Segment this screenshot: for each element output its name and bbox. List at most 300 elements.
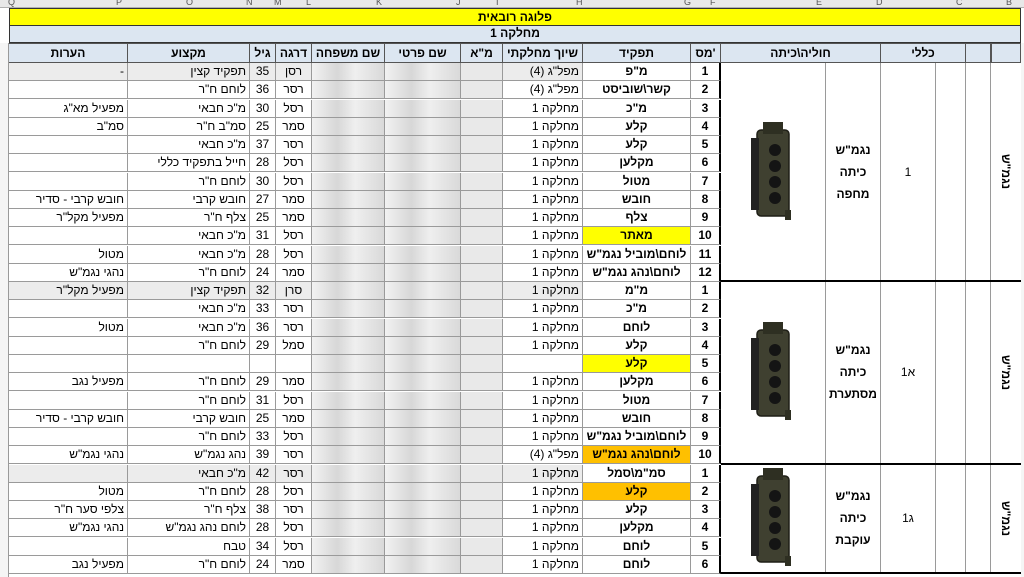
group-id[interactable]: 1ג [881,465,936,573]
cell-age[interactable]: 42 [250,465,276,483]
cell-rank[interactable]: רסל [276,173,312,191]
cell-first-name-redacted[interactable] [385,100,461,118]
cell-num[interactable]: 4 [691,118,721,136]
cell-notes[interactable]: מפעיל נגב [9,556,128,574]
cell-profession[interactable]: טבח [128,538,250,556]
cell-last-name-redacted[interactable] [312,501,385,519]
cell-age[interactable]: 25 [250,118,276,136]
cell-first-name-redacted[interactable] [385,501,461,519]
header-profession[interactable]: מקצוע [128,43,250,63]
cell-id-redacted[interactable] [461,428,503,446]
cell-id-redacted[interactable] [461,154,503,172]
cell-platoon-assign[interactable]: מחלקה 1 [503,136,583,154]
cell-id-redacted[interactable] [461,264,503,282]
cell-id-redacted[interactable] [461,373,503,391]
cell-num[interactable]: 6 [691,556,721,574]
cell-id-redacted[interactable] [461,246,503,264]
cell-num[interactable]: 5 [691,538,721,556]
cell-num[interactable]: 10 [691,446,721,464]
cell-age[interactable]: 37 [250,136,276,154]
cell-notes[interactable]: מפעיל מא"ג [9,100,128,118]
cell-profession[interactable]: מ"כ חבאי [128,100,250,118]
cell-notes[interactable] [9,465,128,483]
cell-first-name-redacted[interactable] [385,319,461,337]
cell-notes[interactable] [9,300,128,318]
cell-first-name-redacted[interactable] [385,81,461,99]
cell-notes[interactable] [9,428,128,446]
column-letter[interactable]: I [496,0,499,7]
cell-age[interactable]: 33 [250,300,276,318]
cell-rank[interactable]: רסר [276,136,312,154]
cell-last-name-redacted[interactable] [312,282,385,300]
cell-num[interactable]: 6 [691,373,721,391]
cell-last-name-redacted[interactable] [312,446,385,464]
cell-num[interactable]: 5 [691,136,721,154]
column-letter[interactable]: F [710,0,716,7]
company-title[interactable]: פלוגה רובאית [9,8,1021,26]
cell-rank[interactable]: רסל [276,246,312,264]
cell-role[interactable]: מ"מ [583,282,691,300]
cell-age[interactable]: 25 [250,209,276,227]
cell-platoon-assign[interactable]: מחלקה 1 [503,118,583,136]
cell-rank[interactable]: סמר [276,118,312,136]
cell-num[interactable]: 10 [691,227,721,245]
cell-rank[interactable]: רסל [276,428,312,446]
cell-platoon-assign[interactable]: מחלקה 1 [503,100,583,118]
cell-first-name-redacted[interactable] [385,63,461,81]
cell-profession[interactable]: לוחם ח"ר [128,337,250,355]
cell-last-name-redacted[interactable] [312,392,385,410]
cell-id-redacted[interactable] [461,337,503,355]
cell-id-redacted[interactable] [461,191,503,209]
cell-rank[interactable]: רסל [276,483,312,501]
cell-num[interactable]: 1 [691,282,721,300]
column-letter[interactable]: K [376,0,383,7]
cell-id-redacted[interactable] [461,81,503,99]
cell-role[interactable]: חובש [583,410,691,428]
cell-num[interactable]: 3 [691,100,721,118]
cell-platoon-assign[interactable]: מחלקה 1 [503,246,583,264]
cell-last-name-redacted[interactable] [312,373,385,391]
cell-id-redacted[interactable] [461,519,503,537]
group-id[interactable]: 1א [881,282,936,463]
cell-first-name-redacted[interactable] [385,209,461,227]
cell-rank[interactable]: רסר [276,81,312,99]
cell-rank[interactable]: רסל [276,154,312,172]
cell-id-redacted[interactable] [461,392,503,410]
cell-notes[interactable] [9,392,128,410]
cell-platoon-assign[interactable]: מחלקה 1 [503,465,583,483]
cell-rank[interactable]: רסל [276,538,312,556]
cell-rank[interactable]: סמר [276,209,312,227]
cell-id-redacted[interactable] [461,465,503,483]
cell-id-redacted[interactable] [461,410,503,428]
cell-role[interactable]: לוחם\מוביל נגמ"ש [583,246,691,264]
cell-first-name-redacted[interactable] [385,355,461,373]
cell-last-name-redacted[interactable] [312,410,385,428]
cell-num[interactable]: 8 [691,191,721,209]
cell-notes[interactable]: חובש קרבי - סדיר [9,410,128,428]
cell-first-name-redacted[interactable] [385,227,461,245]
cell-platoon-assign[interactable]: מחלקה 1 [503,154,583,172]
column-letter[interactable]: E [816,0,823,7]
cell-notes[interactable]: צלפי סער ח"ר [9,501,128,519]
cell-num[interactable]: 9 [691,209,721,227]
cell-profession[interactable]: מ"כ חבאי [128,465,250,483]
cell-id-redacted[interactable] [461,209,503,227]
cell-rank[interactable]: רסר [276,319,312,337]
cell-last-name-redacted[interactable] [312,264,385,282]
cell-notes[interactable] [9,355,128,373]
column-letter[interactable]: P [116,0,123,7]
cell-platoon-assign[interactable]: מחלקה 1 [503,373,583,391]
cell-num[interactable]: 1 [691,63,721,81]
cell-rank[interactable]: רסר [276,501,312,519]
cell-rank[interactable]: סמר [276,373,312,391]
column-letter[interactable]: G [684,0,692,7]
cell-role[interactable]: חובש [583,191,691,209]
cell-id-redacted[interactable] [461,319,503,337]
cell-profession[interactable]: צלף ח"ר [128,209,250,227]
cell-role[interactable]: קשר\שוביסט [583,81,691,99]
cell-id-redacted[interactable] [461,300,503,318]
cell-profession[interactable]: נהג נגמ"ש [128,446,250,464]
cell-last-name-redacted[interactable] [312,136,385,154]
cell-profession[interactable]: לוחם ח"ר [128,483,250,501]
cell-last-name-redacted[interactable] [312,118,385,136]
cell-profession[interactable]: תפקיד קצין [128,63,250,81]
cell-first-name-redacted[interactable] [385,446,461,464]
cell-age[interactable]: 31 [250,227,276,245]
cell-role[interactable]: מאתר [583,227,691,245]
cell-first-name-redacted[interactable] [385,465,461,483]
cell-first-name-redacted[interactable] [385,154,461,172]
header-role[interactable]: תפקיד [583,43,691,63]
cell-profession[interactable] [128,355,250,373]
header-platoon-assign[interactable]: שיוך מחלקתי [503,43,583,63]
cell-profession[interactable]: לוחם נהג נגמ"ש [128,519,250,537]
cell-platoon-assign[interactable]: מפל"ג (4) [503,63,583,81]
cell-platoon-assign[interactable]: מחלקה 1 [503,282,583,300]
cell-profession[interactable]: חובש קרבי [128,191,250,209]
cell-first-name-redacted[interactable] [385,373,461,391]
cell-first-name-redacted[interactable] [385,538,461,556]
cell-first-name-redacted[interactable] [385,246,461,264]
cell-num[interactable]: 1 [691,465,721,483]
cell-age[interactable]: 34 [250,538,276,556]
cell-id-redacted[interactable] [461,556,503,574]
cell-profession[interactable]: חובש קרבי [128,410,250,428]
cell-role[interactable]: לוחם\מוביל נגמ"ש [583,428,691,446]
cell-platoon-assign[interactable]: מחלקה 1 [503,227,583,245]
cell-last-name-redacted[interactable] [312,556,385,574]
cell-role[interactable]: לוחם\נהג נגמ"ש [583,264,691,282]
cell-notes[interactable] [9,538,128,556]
cell-role[interactable]: קלע [583,501,691,519]
cell-id-redacted[interactable] [461,173,503,191]
group-id[interactable]: 1 [881,63,936,280]
cell-role[interactable]: לוחם [583,556,691,574]
header-blank[interactable] [966,43,991,63]
cell-rank[interactable]: רסר [276,446,312,464]
cell-role[interactable]: לוחם [583,319,691,337]
cell-notes[interactable]: מטול [9,246,128,264]
cell-first-name-redacted[interactable] [385,300,461,318]
cell-first-name-redacted[interactable] [385,191,461,209]
cell-platoon-assign[interactable]: מחלקה 1 [503,337,583,355]
cell-rank[interactable]: סמר [276,556,312,574]
cell-notes[interactable] [9,81,128,99]
cell-age[interactable]: 38 [250,501,276,519]
cell-last-name-redacted[interactable] [312,355,385,373]
cell-rank[interactable]: רסל [276,227,312,245]
cell-role[interactable]: סמ"מ\סמל [583,465,691,483]
cell-num[interactable]: 3 [691,319,721,337]
cell-id-redacted[interactable] [461,483,503,501]
cell-profession[interactable]: סמ"ב ח"ר [128,118,250,136]
header-vertical[interactable] [991,43,1021,63]
cell-last-name-redacted[interactable] [312,81,385,99]
cell-id-redacted[interactable] [461,538,503,556]
cell-age[interactable]: 39 [250,446,276,464]
cell-last-name-redacted[interactable] [312,246,385,264]
cell-notes[interactable]: - [9,63,128,81]
cell-role[interactable]: מטול [583,392,691,410]
header-first-name[interactable]: שם פרטי [385,43,461,63]
cell-num[interactable]: 8 [691,410,721,428]
cell-last-name-redacted[interactable] [312,63,385,81]
cell-num[interactable]: 7 [691,392,721,410]
cell-notes[interactable] [9,154,128,172]
cell-num[interactable]: 11 [691,246,721,264]
cell-last-name-redacted[interactable] [312,100,385,118]
cell-id-redacted[interactable] [461,282,503,300]
cell-platoon-assign[interactable]: מחלקה 1 [503,519,583,537]
cell-platoon-assign[interactable]: מחלקה 1 [503,538,583,556]
cell-id-redacted[interactable] [461,100,503,118]
cell-platoon-assign[interactable]: מחלקה 1 [503,392,583,410]
cell-age[interactable]: 36 [250,81,276,99]
cell-num[interactable]: 9 [691,428,721,446]
cell-role[interactable]: מ"כ [583,100,691,118]
cell-age[interactable]: 29 [250,373,276,391]
cell-id-redacted[interactable] [461,501,503,519]
cell-profession[interactable]: לוחם ח"ר [128,173,250,191]
cell-age[interactable]: 30 [250,100,276,118]
cell-age[interactable]: 24 [250,556,276,574]
cell-id-redacted[interactable] [461,446,503,464]
cell-num[interactable]: 2 [691,483,721,501]
cell-notes[interactable]: נהגי נגמ"ש [9,446,128,464]
cell-role[interactable]: קלע [583,337,691,355]
cell-age[interactable]: 24 [250,264,276,282]
cell-age[interactable]: 33 [250,428,276,446]
cell-last-name-redacted[interactable] [312,483,385,501]
column-letter[interactable]: Q [8,0,16,7]
cell-age[interactable]: 28 [250,519,276,537]
cell-platoon-assign[interactable]: מחלקה 1 [503,209,583,227]
cell-age[interactable]: 27 [250,191,276,209]
cell-first-name-redacted[interactable] [385,337,461,355]
header-general[interactable]: כללי [881,43,966,63]
cell-first-name-redacted[interactable] [385,410,461,428]
cell-profession[interactable]: לוחם ח"ר [128,264,250,282]
column-letter[interactable]: L [306,0,312,7]
cell-id-redacted[interactable] [461,136,503,154]
cell-age[interactable]: 36 [250,319,276,337]
cell-first-name-redacted[interactable] [385,282,461,300]
platoon-title[interactable]: מחלקה 1 [9,26,1021,43]
column-letter[interactable]: H [576,0,583,7]
cell-profession[interactable]: לוחם ח"ר [128,81,250,99]
cell-role[interactable]: לוחם\נהג נגמ"ש [583,446,691,464]
cell-first-name-redacted[interactable] [385,483,461,501]
cell-last-name-redacted[interactable] [312,191,385,209]
cell-notes[interactable]: נהגי נגמ"ש [9,264,128,282]
cell-rank[interactable]: סמר [276,264,312,282]
cell-profession[interactable]: חייל בתפקיד כללי [128,154,250,172]
cell-age[interactable]: 25 [250,410,276,428]
cell-id-redacted[interactable] [461,63,503,81]
cell-first-name-redacted[interactable] [385,556,461,574]
cell-platoon-assign[interactable] [503,355,583,373]
cell-rank[interactable]: רסל [276,519,312,537]
cell-rank[interactable]: רסר [276,465,312,483]
cell-role[interactable]: צלף [583,209,691,227]
cell-notes[interactable] [9,227,128,245]
cell-first-name-redacted[interactable] [385,136,461,154]
cell-last-name-redacted[interactable] [312,300,385,318]
cell-id-redacted[interactable] [461,227,503,245]
cell-profession[interactable]: לוחם ח"ר [128,392,250,410]
cell-age[interactable]: 28 [250,246,276,264]
cell-profession[interactable]: מ"כ חבאי [128,319,250,337]
header-rank[interactable]: דרגה [276,43,312,63]
cell-last-name-redacted[interactable] [312,538,385,556]
cell-rank[interactable]: רסל [276,392,312,410]
cell-num[interactable]: 5 [691,355,721,373]
cell-profession[interactable]: לוחם ח"ר [128,556,250,574]
column-letter[interactable]: M [274,0,282,7]
cell-first-name-redacted[interactable] [385,264,461,282]
cell-role[interactable]: מקלען [583,519,691,537]
cell-role[interactable]: לוחם [583,538,691,556]
cell-profession[interactable]: צלף ח"ר [128,501,250,519]
cell-age[interactable]: 28 [250,483,276,501]
cell-profession[interactable]: לוחם ח"ר [128,428,250,446]
cell-profession[interactable]: מ"כ חבאי [128,136,250,154]
cell-age[interactable]: 35 [250,63,276,81]
cell-rank[interactable] [276,355,312,373]
cell-rank[interactable]: סרן [276,282,312,300]
cell-rank[interactable]: סמל [276,337,312,355]
cell-platoon-assign[interactable]: מפל"ג (4) [503,446,583,464]
cell-role[interactable]: מ"פ [583,63,691,81]
cell-role[interactable]: מקלען [583,154,691,172]
cell-first-name-redacted[interactable] [385,392,461,410]
cell-role[interactable]: קלע [583,118,691,136]
cell-profession[interactable]: מ"כ חבאי [128,227,250,245]
cell-notes[interactable] [9,173,128,191]
cell-profession[interactable]: מ"כ חבאי [128,300,250,318]
cell-profession[interactable]: תפקיד קצין [128,282,250,300]
cell-age[interactable]: 32 [250,282,276,300]
cell-last-name-redacted[interactable] [312,319,385,337]
cell-role[interactable]: קלע [583,136,691,154]
cell-role[interactable]: מקלען [583,373,691,391]
cell-num[interactable]: 4 [691,519,721,537]
cell-platoon-assign[interactable]: מחלקה 1 [503,483,583,501]
cell-notes[interactable]: סמ"ב [9,118,128,136]
column-letter[interactable]: B [1006,0,1013,7]
cell-last-name-redacted[interactable] [312,428,385,446]
cell-notes[interactable] [9,337,128,355]
cell-num[interactable]: 4 [691,337,721,355]
cell-role[interactable]: מ"כ [583,300,691,318]
header-last-name[interactable]: שם משפחה [312,43,385,63]
cell-last-name-redacted[interactable] [312,154,385,172]
cell-notes[interactable]: מפעיל נגב [9,373,128,391]
cell-age[interactable] [250,355,276,373]
cell-last-name-redacted[interactable] [312,209,385,227]
cell-age[interactable]: 31 [250,392,276,410]
cell-notes[interactable] [9,136,128,154]
cell-rank[interactable]: סמר [276,191,312,209]
cell-last-name-redacted[interactable] [312,465,385,483]
cell-notes[interactable]: חובש קרבי - סדיר [9,191,128,209]
cell-first-name-redacted[interactable] [385,519,461,537]
cell-first-name-redacted[interactable] [385,118,461,136]
cell-profession[interactable]: מ"כ חבאי [128,246,250,264]
cell-num[interactable]: 12 [691,264,721,282]
cell-first-name-redacted[interactable] [385,173,461,191]
cell-rank[interactable]: רסן [276,63,312,81]
cell-first-name-redacted[interactable] [385,428,461,446]
cell-num[interactable]: 3 [691,501,721,519]
cell-last-name-redacted[interactable] [312,173,385,191]
cell-role[interactable]: קלע [583,355,691,373]
cell-last-name-redacted[interactable] [312,519,385,537]
cell-platoon-assign[interactable]: מחלקה 1 [503,556,583,574]
cell-id-redacted[interactable] [461,118,503,136]
cell-platoon-assign[interactable]: מחלקה 1 [503,410,583,428]
cell-notes[interactable]: מטול [9,483,128,501]
cell-platoon-assign[interactable]: מפל"ג (4) [503,81,583,99]
cell-num[interactable]: 2 [691,300,721,318]
cell-notes[interactable]: מפעיל מקל"ר [9,209,128,227]
column-letter[interactable]: J [456,0,461,7]
cell-profession[interactable]: לוחם ח"ר [128,373,250,391]
cell-notes[interactable]: נהגי נגמ"ש [9,519,128,537]
column-letter[interactable]: D [876,0,883,7]
cell-age[interactable]: 30 [250,173,276,191]
column-letter[interactable]: O [186,0,194,7]
cell-platoon-assign[interactable]: מחלקה 1 [503,191,583,209]
cell-num[interactable]: 2 [691,81,721,99]
header-id[interactable]: מ"א [461,43,503,63]
header-vehicle[interactable]: חוליה\כיתה [721,43,881,63]
cell-num[interactable]: 7 [691,173,721,191]
cell-role[interactable]: מטול [583,173,691,191]
cell-last-name-redacted[interactable] [312,227,385,245]
cell-last-name-redacted[interactable] [312,337,385,355]
cell-rank[interactable]: סמר [276,410,312,428]
column-letter[interactable]: N [246,0,253,7]
cell-age[interactable]: 29 [250,337,276,355]
cell-role[interactable]: קלע [583,483,691,501]
cell-notes[interactable]: מפעיל מקל"ר [9,282,128,300]
cell-platoon-assign[interactable]: מחלקה 1 [503,264,583,282]
